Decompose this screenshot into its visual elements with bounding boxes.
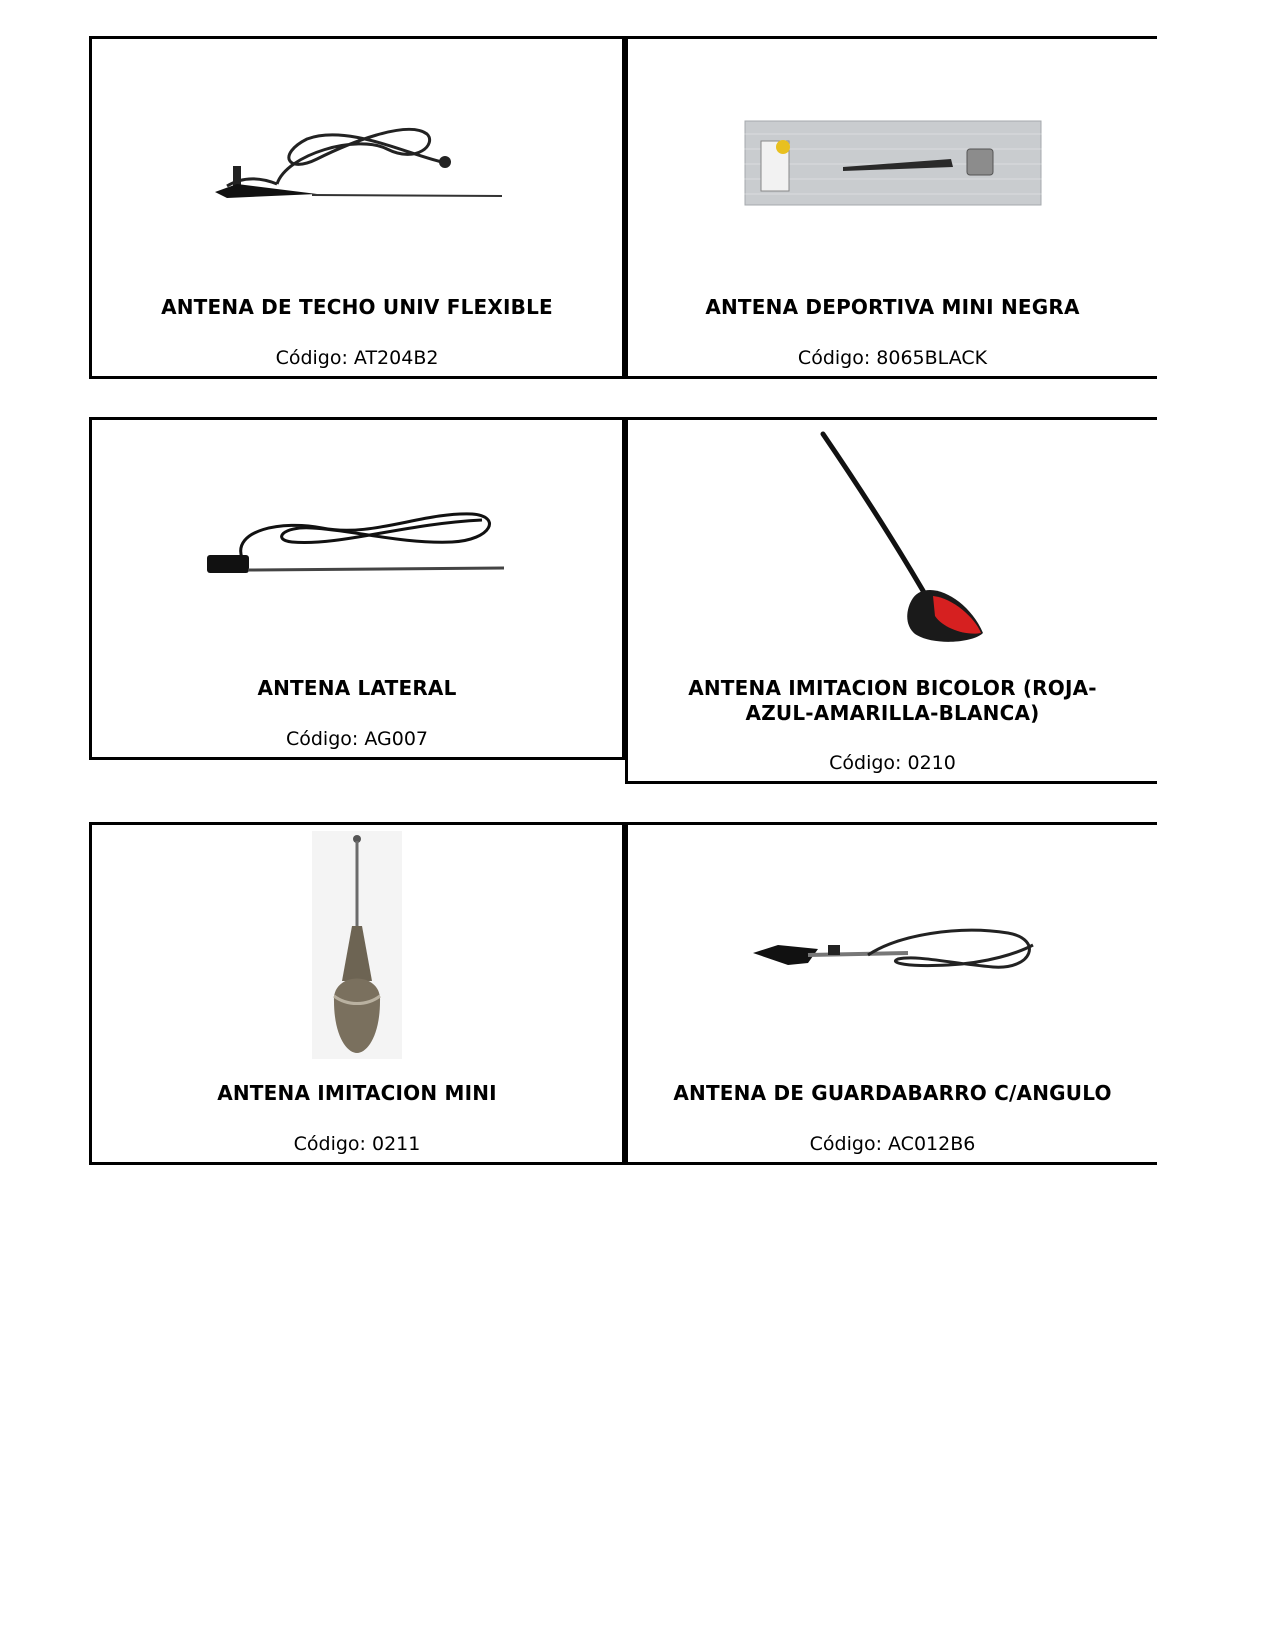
product-code: Código: AC012B6 <box>809 1133 976 1155</box>
product-code: Código: AG007 <box>285 728 428 750</box>
bicolor-imitation-antenna-icon <box>793 428 993 648</box>
roof-antenna-flexible-icon <box>207 114 507 224</box>
product-code: Código: 0210 <box>829 752 956 774</box>
product-card-6 <box>625 822 1157 1165</box>
fender-angle-antenna-icon <box>748 915 1038 985</box>
product-code: Código: 0211 <box>293 1133 421 1155</box>
product-card-4 <box>625 417 1157 784</box>
product-card-3 <box>89 417 625 760</box>
product-card-5 <box>89 822 625 1165</box>
product-image-4 <box>628 420 1157 655</box>
product-card-1 <box>89 36 625 379</box>
mini-imitation-antenna-icon <box>312 831 402 1059</box>
sport-mini-antenna-package-icon <box>743 119 1043 209</box>
product-image-2 <box>628 39 1157 289</box>
product-title: ANTENA DE GUARDABARRO C/ANGULO <box>673 1081 1112 1105</box>
product-title: ANTENA IMITACION BICOLOR (ROJA-AZUL-AMARILLA-BLANCA) <box>688 676 1097 725</box>
product-title: ANTENA DEPORTIVA MINI NEGRA <box>705 295 1080 319</box>
product-image-6 <box>628 825 1157 1075</box>
product-code: Código: AT204B2 <box>275 347 439 369</box>
product-title: ANTENA IMITACION MINI <box>217 1081 497 1105</box>
product-title: ANTENA LATERAL <box>257 676 457 700</box>
product-image-1 <box>92 39 622 299</box>
product-code: Código: 8065BLACK <box>797 347 988 369</box>
product-image-3 <box>92 420 622 680</box>
side-antenna-icon <box>202 500 512 600</box>
product-title: ANTENA DE TECHO UNIV FLEXIBLE <box>161 295 553 319</box>
product-image-5 <box>92 825 622 1065</box>
product-card-2 <box>625 36 1157 379</box>
